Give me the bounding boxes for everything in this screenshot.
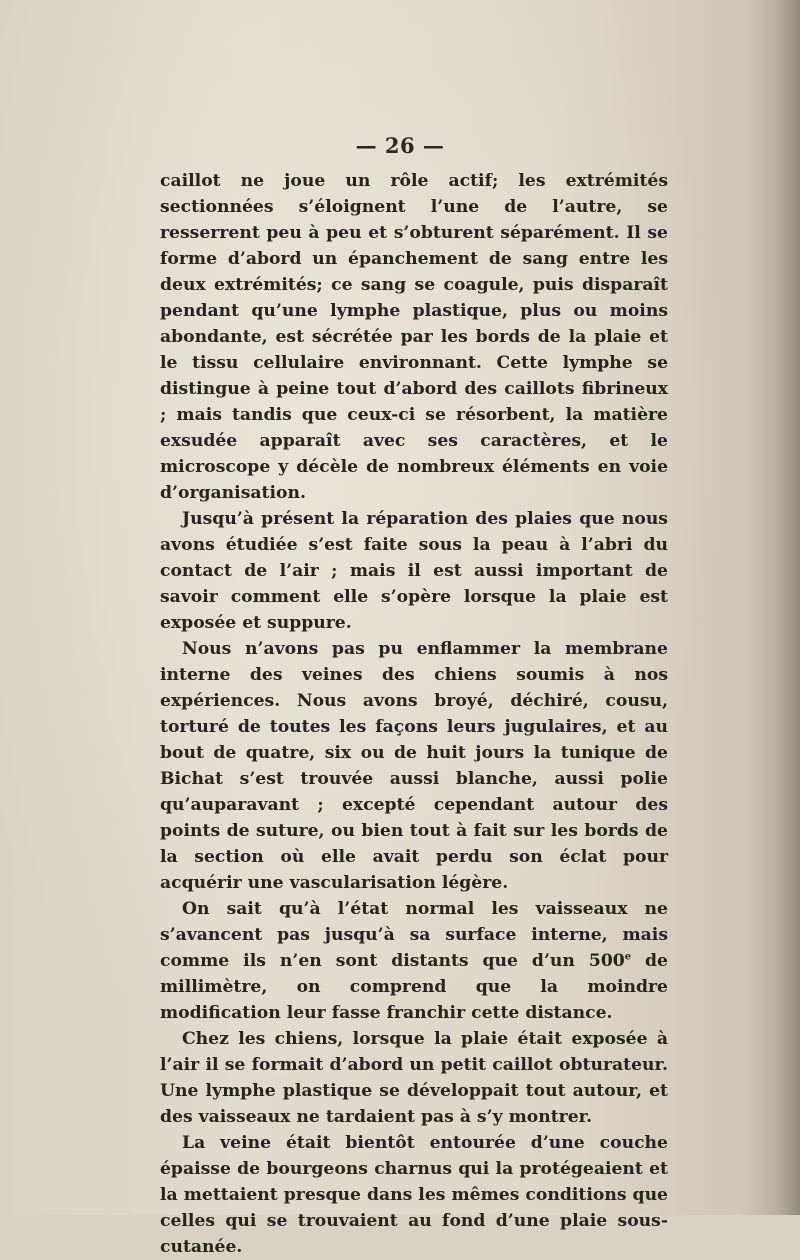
superscript-e: e — [624, 951, 632, 963]
paragraph-chiens: Chez les chiens, lorsque la plaie était exposée à l’air il se formait d’abord un petit caillot obturateur. Une lymphe plastique se développait tout autour, et des vaisseaux ne tardaient pas à s’y montrer. — [160, 1029, 668, 1127]
paragraph-vaisseaux-part1: On sait qu’à l’état normal les vaisseaux ne s’avancent pas jusqu’à sa surface interne, mais comme ils n’en sont distants que d’un 500 — [160, 899, 668, 971]
paragraph-experiences: Nous n’avons pas pu enflammer la membrane interne des veines des chiens soumis à nos expériences. Nous avons broyé, déchiré, cousu, torturé de toutes les façons leurs jugulaires, et au bout de quatre, six ou de huit jours la tunique de Bichat s’est trouvée aussi blanche, aussi polie qu’auparavant ; excepté cependant autour des points de suture, ou bien tout à fait sur les bords de la section où elle avait perdu son éclat pour acquérir une vascularisation légère. — [160, 639, 668, 893]
paragraph-reparation: Jusqu’à présent la réparation des plaies que nous avons étudiée s’est faite sous la peau à l’abri du contact de l’air ; mais il est aussi important de savoir comment elle s’opère lorsque la plaie est exposée et suppure. — [160, 509, 668, 633]
page-number: — 26 — — [355, 133, 445, 158]
paragraph-veine: La veine était bientôt entourée d’une couche épaisse de bourgeons charnus qui la protégeaient et la mettaient presque dans les mêmes conditions que celles qui se trouvaient au fond d’une plaie sous-cutanée. — [160, 1133, 668, 1257]
paragraph-vaisseaux-part2: de millimètre, on comprend que la moindre modification leur fasse franchir cette distance. — [160, 951, 668, 1023]
paragraph-continuation: caillot ne joue un rôle actif; les extrémités sectionnées s’éloignent l’une de l’autre, se resserrent peu à peu et s’obturent séparément. Il se forme d’abord un épanchement de sang entre les deux extrémités; ce sang se coagule, puis disparaît pendant qu’une lymphe plastique, plus ou moins abondante, est sécrétée par les bords de la plaie et le tissu cellulaire environnant. Cette lymphe se distingue à peine tout d’abord des caillots fibrineux ; mais tandis que ceux-ci se résorbent, la matière exsudée apparaît avec ses caractères, et le microscope y décèle de nombreux éléments en voie d’organisation. — [160, 171, 668, 503]
body-text — [160, 168, 668, 1260]
paragraph-vaisseaux — [160, 896, 668, 1026]
